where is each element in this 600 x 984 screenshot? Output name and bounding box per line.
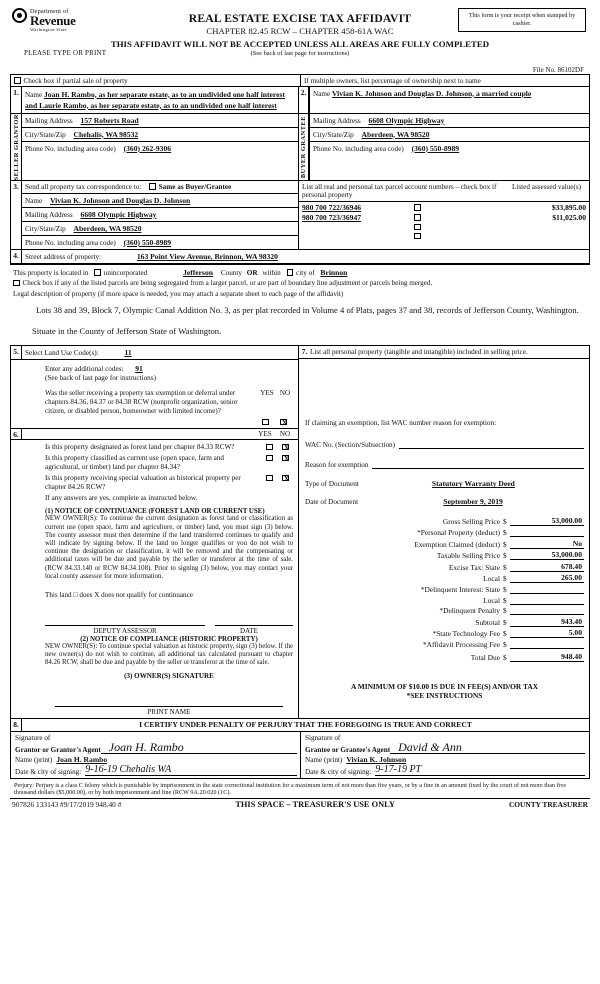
sec6-questions [11, 440, 298, 504]
multiple-owners-note: If multiple owners, list percentage of ownership next to name [304, 76, 481, 85]
document-type-value[interactable]: Statutory Warranty Deed [431, 479, 515, 489]
exemption-yes-checkbox[interactable] [262, 419, 269, 426]
grantee-name-label: Name (print) [305, 755, 343, 764]
amount-excise-local[interactable]: 265.00 [510, 573, 584, 583]
file-number-label: File No. [532, 66, 556, 74]
segregation-checkbox[interactable] [13, 280, 20, 287]
form-notice: THIS AFFIDAVIT WILL NOT BE ACCEPTED UNLESS ALL AREAS ARE FULLY COMPLETED [110, 39, 490, 49]
section-1-number: 1. [11, 87, 22, 113]
grantee-sig-label: Signature of [305, 733, 341, 742]
correspondence-mailing-value[interactable]: 6608 Olympic Highway [80, 209, 157, 219]
names-row [11, 87, 589, 114]
partial-sale-checkbox[interactable] [14, 77, 21, 84]
buyer-phone-label: Phone No. including area code) [313, 144, 404, 153]
print-name-label: PRINT NAME [147, 707, 191, 716]
continuance-qualify-line: This land □ does X does not qualify for continuance [45, 591, 193, 599]
assessed-header: Listed assessed value(s) [512, 182, 582, 191]
treasurer-stamp: 907826 133143 #9/17/2019 948.40 # [12, 800, 122, 810]
seller-phone-label: Phone No. including area code) [25, 144, 116, 153]
seller-name-label: Name [25, 90, 43, 99]
page-header [10, 6, 590, 64]
amount-exemption-claimed[interactable]: No [510, 539, 584, 549]
exemption-question-text: Was the seller receiving a property tax exemption or deferral under chapters 84.36, 84.37 or 84.38 RCW (nonprofit organization, senior citizen, or disabled person, homeowner with limited income)? [45, 389, 238, 416]
seller-csz-value[interactable]: Chehalis, WA 98532 [73, 129, 139, 139]
amount-row-excise-state: Excise Tax: State $ 678.40 [448, 561, 582, 572]
file-number-line [10, 66, 590, 74]
agency-logo [12, 8, 132, 33]
historic-no-checkbox[interactable]: X [283, 474, 290, 484]
amount-delinquent-interest-state[interactable] [510, 593, 584, 594]
grantee-name-value[interactable]: Vivian K. Johnson [346, 754, 407, 764]
land-use-see-back: (See back of last page for instructions) [45, 374, 156, 383]
personal-property-label: List all personal property (tangible and intangible) included in selling price. [310, 348, 528, 357]
partial-sale-row [11, 75, 589, 87]
revenue-wordmark: Revenue [30, 13, 76, 28]
form-chapter: CHAPTER 82.45 RCW – CHAPTER 458-61A WAC [206, 26, 394, 36]
amount-row-taxable: Taxable Selling Price $ 53,000.00 [436, 550, 582, 561]
wac-exemption-label: If claiming an exemption, list WAC number reason for exemption: [305, 419, 497, 428]
street-address-frame [10, 250, 590, 265]
segregation-label: Check box if any of the listed parcels are being segregated from a larger parcel, or are part of boundary line adjustment or parcels being merged. [22, 279, 433, 288]
grantee-agent-label: Grantee or Grantee's Agent [305, 745, 391, 754]
notice2-title: (2) NOTICE OF COMPLIANCE (HISTORIC PROPERTY) [80, 636, 258, 643]
seller-name-value[interactable]: Joan H. Rambo, as her separate estate, as to an undivided one half interest and Laurie Rambo, as her separate estate, as to an undivided one half interest [25, 89, 286, 110]
located-in-line [13, 268, 587, 277]
legal-description-note: Legal description of property (if more space is needed, you may attach a separate sheet to each page of the affidavit) [13, 290, 344, 299]
buyer-mailing-value[interactable]: 6608 Olympic Highway [368, 115, 445, 125]
grantor-sig-label: Signature of [15, 733, 51, 742]
correspondence-name-label: Name [25, 196, 43, 205]
revenue-swirl-icon [12, 8, 27, 23]
owner-signature-line[interactable] [55, 706, 283, 707]
amount-row-gross: Gross Selling Price $ 53,000.00 [442, 516, 582, 527]
perjury-text: Perjury: Perjury is a class C felony which is punishable by imprisonment in the state correctional institution for a maximum term of not more than five years, or by a fine in an amount fixed by the court of not more than five thousand dollars ($5,000.00), or by both imprisonment and fine (RCW 9A.20.020 (1C). [14, 781, 567, 797]
correspondence-phone-value[interactable]: (360) 550-8989 [123, 237, 172, 247]
sections-567-frame [10, 345, 590, 718]
land-use-label: Select Land Use Code(s): [25, 349, 99, 358]
amount-personal-property[interactable] [510, 536, 584, 537]
please-type-note: PLEASE TYPE OR PRINT [24, 49, 107, 57]
county-value[interactable]: Jefferson [183, 267, 214, 277]
deputy-assessor-label: DEPUTY ASSESSOR [93, 627, 157, 635]
parcel-number-3[interactable] [302, 223, 390, 231]
seller-csz-label: City/State/Zip [25, 130, 66, 139]
personal-property-space[interactable] [305, 363, 584, 419]
or-word: OR [246, 268, 258, 277]
document-date-label: Date of Document [305, 498, 359, 507]
deputy-assessor-sig-line[interactable] [45, 625, 205, 626]
dept-line: Department of [30, 8, 69, 15]
buyer-name-label: Name [313, 89, 331, 98]
notice2-body: NEW OWNER(S): To continue special valuation as historic property, sign (3) below. If the new owner(s) do not wish to continue, all additional tax calculated pursuant to chapter 84.26 RCW, shall be due and payable by the seller or transferor at the time of sale. [45, 643, 293, 667]
assessed-value-2[interactable]: $11,025.00 [552, 212, 586, 222]
city-checkbox[interactable] [287, 269, 294, 276]
notice1-body: NEW OWNER(S): To continue the current designation as forest land or classification as current use (open space, farm and agriculture, or timber) land, you must sign (3) below. The county assessor must then determine if the land transferred continues to qualify and will indicate by signing below. If the land no longer qualifies or you do not wish to continue the designation or classification, it will be removed and the compensating or additional taxes will be due and payable by the seller or transferor at the time of sale. (RCW 84.33.140 or RCW 84.34.108). Prior to signing (3) below, you may contact your local county assessor for more information. [45, 515, 293, 580]
located-in-label: This property is located in [13, 268, 89, 277]
assessed-value-1[interactable]: $33,895.00 [551, 202, 586, 212]
perjury-block [10, 779, 590, 799]
same-as-buyer-label: Same as Buyer/Grantee [158, 182, 232, 191]
exemption-question-block [11, 385, 298, 428]
partial-sale-label: Check box if partial sale of property [23, 76, 128, 85]
sec6-question-1: Is this property designated as forest land per chapter 84.33 RCW? X [45, 443, 290, 453]
buyer-csz-value[interactable]: Aberdeen, WA 98520 [361, 129, 430, 139]
deputy-date-label: DATE [240, 627, 258, 635]
forest-no-checkbox[interactable]: X [283, 443, 290, 453]
section-4-number: 4. [11, 250, 22, 263]
amount-row-delinq-penalty: *Delinquent Penalty $ [305, 606, 584, 615]
unincorporated-checkbox[interactable] [94, 269, 101, 276]
state-sub: Washington State [30, 27, 67, 32]
grantor-agent-label: Grantor or Grantor's Agent [15, 745, 101, 754]
section-3-number: 3. [11, 181, 22, 249]
amount-row-delinq-state: *Delinquent Interest: State $ [305, 585, 584, 594]
amount-affidavit-processing-fee[interactable] [510, 648, 584, 649]
section-8-number: 8. [11, 719, 22, 731]
amount-row-tech-fee: *State Technology Fee $ 5.00 [432, 628, 582, 639]
correspondence-name-value[interactable]: Vivian K. Johnson and Douglas D. Johnson [49, 195, 191, 205]
grantee-date-label: Date & city of signing: [305, 767, 372, 776]
document-type-label: Type of Document [305, 480, 359, 489]
correspondence-phone-label: Phone No. including area code) [25, 238, 116, 247]
dollar-sign: $ [503, 517, 507, 527]
treasurer-space-label: THIS SPACE – TREASURER'S USE ONLY [235, 800, 396, 810]
assessed-value-3[interactable] [512, 223, 586, 231]
historic-yes-checkbox[interactable] [266, 475, 273, 482]
amount-subtotal[interactable]: 943.40 [510, 617, 584, 627]
grantor-name-label: Name (print) [15, 755, 53, 764]
parcel-personal-checkbox-4[interactable] [414, 233, 421, 240]
grantor-signature[interactable]: Joan H. Rambo [101, 742, 297, 754]
city-of-label: city of [296, 268, 315, 277]
parcel-header: List all real and personal tax parcel account numbers – check box if personal property [302, 182, 497, 199]
grantee-date-city[interactable]: 9-17-19 PT [375, 765, 585, 776]
situate-text: Situate in the County of Jefferson State of Washington. [32, 326, 222, 337]
signature-row [11, 732, 589, 778]
sec6-question-3: Is this property receiving special valuation as historical property per chapter 84.26 RCW? X [45, 474, 290, 492]
location-block [10, 265, 590, 299]
sec6-yes-header: YES [258, 430, 272, 439]
grantee-signature[interactable]: David & Ann [390, 742, 585, 754]
buyer-csz-label: City/State/Zip [313, 130, 354, 139]
seller-mailing-label: Mailing Address [25, 116, 73, 125]
amount-excise-state[interactable]: 678.40 [510, 562, 584, 572]
amount-row-excise-local: Local $ 265.00 [483, 573, 582, 584]
file-number-value: 86102DF [557, 66, 584, 74]
segregation-line [13, 279, 587, 287]
currentuse-yes-checkbox[interactable] [266, 455, 273, 462]
minimum-fee-note: A MINIMUM OF $10.00 IS DUE IN FEE(S) AND/OR TAX [350, 681, 539, 691]
buyer-phone-value[interactable]: (360) 550-8989 [411, 143, 460, 153]
exemption-no-header: NO [279, 389, 291, 398]
amount-row-processing-fee: *Affidavit Processing Fee $ [305, 640, 584, 649]
section-6-number: 6. [11, 429, 22, 439]
additional-codes-value[interactable]: 91 [135, 364, 143, 374]
amount-row-personal: *Personal Property (deduct) $ [305, 528, 584, 537]
receipt-box: This form is your receipt when stamped by cashier. [458, 8, 586, 32]
section-2-number: 2. [298, 87, 309, 113]
owner-signature-label: (3) OWNER(S) SIGNATURE [124, 671, 214, 680]
certification-statement: I CERTIFY UNDER PENALTY OF PERJURY THAT THE FOREGOING IS TRUE AND CORRECT [139, 720, 472, 730]
treasurer-footer [10, 799, 590, 809]
seller-phone-value[interactable]: (360) 262-9306 [123, 143, 172, 153]
street-address-label: Street address of property: [25, 252, 102, 261]
correspondence-mailing-label: Mailing Address [25, 210, 73, 219]
section-5-number: 5. [11, 346, 22, 359]
sec6-no-header: NO [279, 430, 291, 439]
sections-567-row [11, 346, 589, 717]
parcel-number-4[interactable] [302, 232, 390, 240]
correspondence-csz-value[interactable]: Aberdeen, WA 98520 [73, 223, 142, 233]
buyer-name-value[interactable]: Vivian K. Johnson and Douglas D. Johnson, a married couple [331, 88, 532, 98]
addresses-row [11, 114, 589, 180]
seller-side-label: SELLER GRANTOR [11, 114, 22, 180]
street-address-value[interactable]: 163 Point View Avenue, Brinnon, WA 98320 [136, 251, 278, 261]
section-7-number: 7. [301, 347, 308, 357]
buyer-side-label: BUYER GRANTEE [298, 114, 309, 180]
amount-row-subtotal: Subtotal $ 943.40 [475, 616, 582, 627]
grantor-date-city[interactable]: 9-16-19 Chehalis WA [85, 765, 297, 776]
deputy-assessor-date-line[interactable] [215, 625, 293, 626]
same-as-buyer-checkbox[interactable] [149, 183, 156, 190]
parcel-personal-checkbox-1[interactable] [414, 204, 421, 211]
form-title: REAL ESTATE EXCISE TAX AFFIDAVIT [188, 12, 412, 25]
parcel-personal-checkbox-2[interactable] [414, 214, 421, 221]
forest-yes-checkbox[interactable] [266, 444, 273, 451]
city-value[interactable]: Brinnon [320, 267, 348, 277]
wac-number-label: WAC No. (Section/Subsection) [305, 441, 396, 450]
additional-codes-block [11, 360, 298, 385]
amount-delinquent-interest-local[interactable] [510, 604, 584, 605]
buyer-mailing-label: Mailing Address [313, 116, 361, 125]
exemption-yes-header: YES [260, 389, 274, 398]
amount-row-delinq-local: Local $ [305, 596, 584, 605]
street-address-row [11, 250, 589, 264]
amount-row-exemption: Exemption Claimed (deduct) $ No [414, 538, 582, 549]
parties-frame [10, 74, 590, 250]
unincorporated-label: unincorporated [103, 268, 148, 277]
notice-continuance-block [11, 504, 298, 717]
grantor-name-value[interactable]: Joan H. Rambo [56, 754, 108, 764]
sec6-question-2: Is this property classified as current use (open space, farm and agricultural, or timber) land per chapter 84.34? X [45, 454, 290, 472]
certification-header-row [11, 719, 589, 732]
county-treasurer-label: COUNTY TREASURER [508, 800, 588, 810]
within-word: within [262, 268, 281, 277]
amount-delinquent-penalty[interactable] [510, 614, 584, 615]
additional-codes-label: Enter any additional codes: [45, 365, 124, 374]
certification-frame [10, 719, 590, 779]
document-date-value[interactable]: September 9, 2019 [443, 497, 503, 507]
amount-taxable-selling-price[interactable]: 53,000.00 [510, 550, 584, 560]
land-use-code[interactable]: 11 [124, 348, 132, 358]
sec6-if-any-note: If any answers are yes, complete as instructed below. [45, 494, 198, 503]
amount-total-due[interactable]: 948.40 [510, 652, 584, 662]
grantor-date-label: Date & city of signing: [15, 767, 82, 776]
correspondence-row [11, 180, 589, 249]
parcel-number-2[interactable]: 980 700 723/36947 [302, 212, 362, 222]
form-instructions-note: (See back of last page for instructions) [250, 50, 350, 57]
correspondence-label: Send all property tax correspondence to: [25, 182, 142, 191]
wac-number-line[interactable] [399, 448, 584, 449]
amount-row-total: Total Due $ 948.40 [470, 651, 582, 662]
county-word: County [220, 268, 242, 277]
legal-description-text: Lots 38 and 39, Block 7, Olympic Canal Addition No. 3, as per plat recorded in Volume 4 of Plats, pages 37 and 38, records of Jefferson County, Washington. [36, 305, 579, 316]
reason-exemption-label: Reason for exemption [305, 461, 369, 470]
exemption-no-checkbox[interactable]: X [281, 418, 288, 428]
notice1-title: (1) NOTICE OF CONTINUANCE (FOREST LAND OR CURRENT USE) [45, 508, 265, 516]
parcel-number-1[interactable]: 980 700 722/36946 [302, 202, 362, 212]
seller-mailing-value[interactable]: 157 Roberts Road [80, 115, 139, 125]
currentuse-no-checkbox[interactable]: X [283, 454, 290, 464]
reason-exemption-line[interactable] [372, 468, 584, 469]
sec7-body [299, 359, 589, 700]
parcel-personal-checkbox-3[interactable] [414, 224, 421, 231]
amount-gross-selling-price[interactable]: 53,000.00 [510, 516, 584, 526]
assessed-value-4[interactable] [512, 231, 586, 239]
amount-state-technology-fee[interactable]: 5.00 [510, 628, 584, 638]
see-instructions-note: *SEE INSTRUCTIONS [406, 690, 483, 700]
correspondence-csz-label: City/State/Zip [25, 224, 66, 233]
